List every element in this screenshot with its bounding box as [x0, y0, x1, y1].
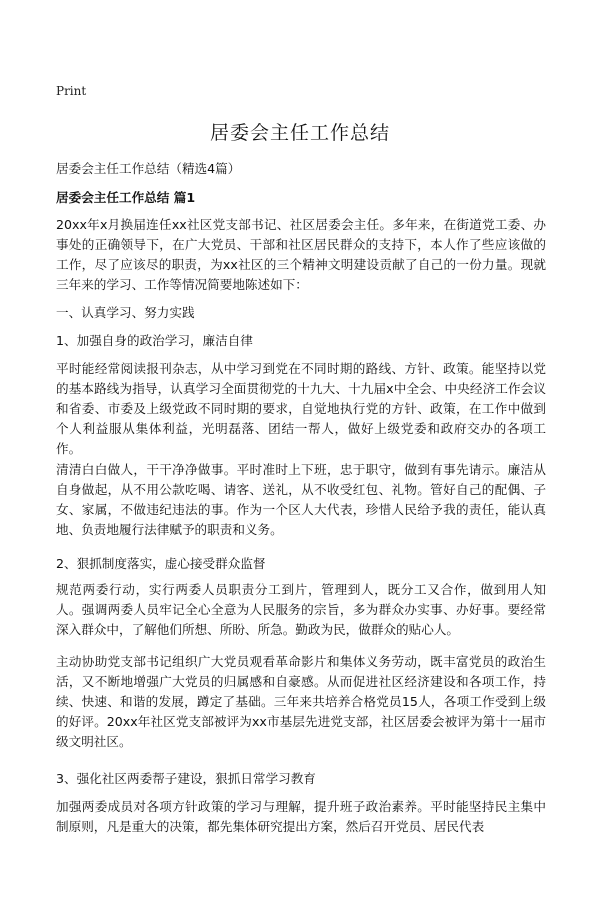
heading-team-building: 3、强化社区两委帮子建设，狠抓日常学习教育 — [56, 771, 316, 786]
document-title: 居委会主任工作总结 — [209, 122, 390, 144]
heading-system-implementation: 2、狠抓制度落实，虚心接受群众监督 — [56, 556, 266, 571]
paragraph-intro: 20xx年x月换届连任xx社区党支部书记、社区居委会主任。多年来，在街道党工委、办事处的正确领导下，在广大党员、干部和社区居民群众的支持下，本人作了些应该做的工作，尽了应该尽的职责，为xx社区的三个精神文明建设贡献了自己的一份力量。现就三年来的学习、工作等情况简要地陈述如下： — [56, 217, 546, 292]
paragraph-standardize-actions: 规范两委行动，实行两委人员职责分工到片，管理到人，既分工又合作，做到用人知人。强调两委人员牢记全心全意为人民服务的宗旨，多为群众办实事、办好事。要经常深入群众中，了解他们所想、所盼、所急。勤政为民，做群众的贴心人。 — [56, 582, 546, 637]
heading-study-practice: 一、认真学习、努力实践 — [56, 305, 195, 320]
paragraph-clean-conduct: 清清白白做人，干干净净做事。平时准时上下班，忠于职守，做到有事先请示。廉洁从自身做起，从不用公款吃喝、请客、送礼，从不收受红包、礼物。管好自己的配偶、子女、家属，不做违纪违法的事。作为一个区人大代表，珍惜人民给予我的责任，能认真地、负责地履行法律赋予的职责和义务。 — [56, 462, 546, 537]
paragraph-team-building: 加强两委成员对各项方针政策的学习与理解，提升班子政治素养。平时能坚持民主集中制原则，凡是重大的决策，都先集体研究提出方案，然后召开党员、居民代表 — [56, 799, 546, 834]
section-title: 居委会主任工作总结 篇1 — [56, 190, 196, 205]
document-subtitle: 居委会主任工作总结（精选4篇） — [56, 161, 241, 176]
paragraph-political-study: 平时能经常阅读报刊杂志，从中学习到党在不同时期的路线、方针、政策。能坚持以党的基本路线为指导，认真学习全面贯彻党的十九大、十九届x中全会、中央经济工作会议和省委、市委及上级党政不同时期的要求，自觉地执行党的方针、政策，在工作中做到个人利益服从集体利益，光明磊落、团结一帮人，做好上级党委和政府交办的各项工作。 — [56, 361, 546, 456]
paragraph-party-activities: 主动协助党支部书记组织广大党员观看革命影片和集体义务劳动，既丰富党员的政治生活，又不断地增强广大党员的归属感和自豪感。从而促进社区经济建设和各项工作，持续、快速、和谐的发展，蹲定了基础。三年来共培养合格党员15人，各项工作受到上级的好评。20xx年社区党支部被评为xx市基层先进党支部，社区居委会被评为第十一届市级文明社区。 — [56, 654, 546, 749]
print-label: Print — [56, 84, 87, 98]
heading-political-study: 1、加强自身的政治学习，廉洁自律 — [56, 333, 253, 348]
